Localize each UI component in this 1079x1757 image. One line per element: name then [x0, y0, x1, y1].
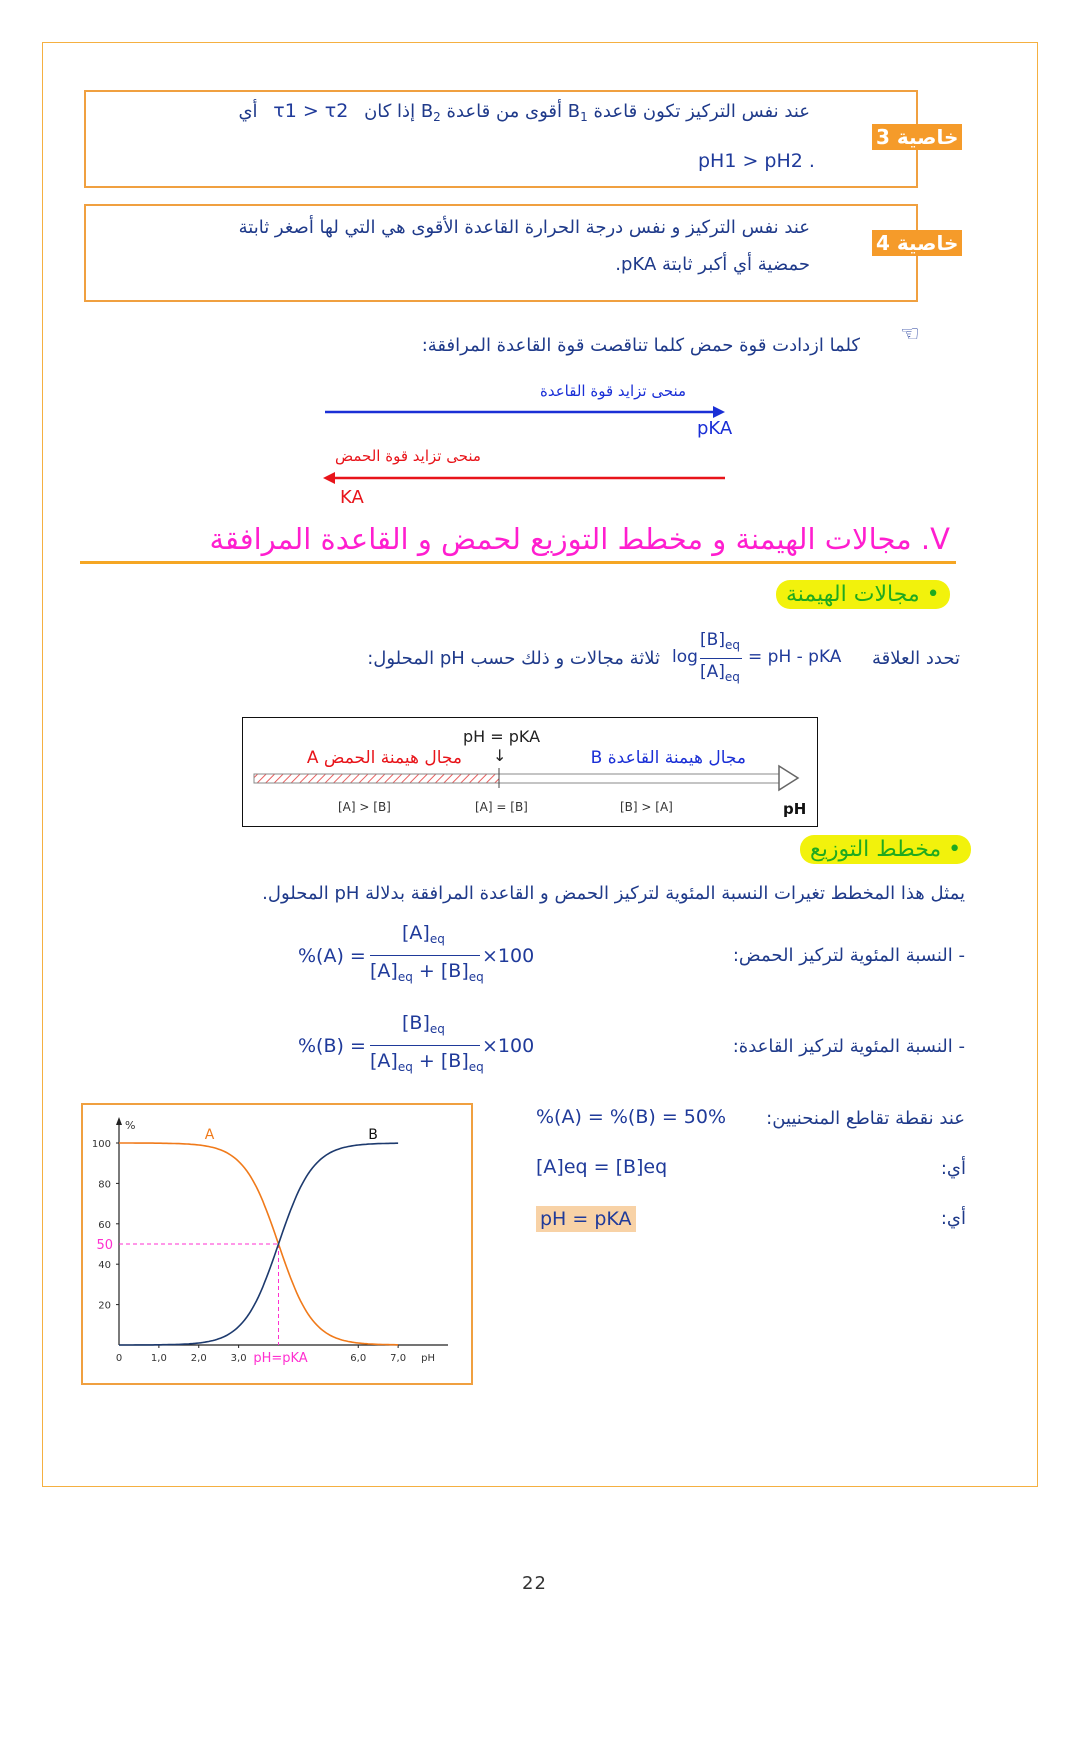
diagram-down-arrow: ↓ — [493, 746, 507, 765]
series-a-curve — [119, 1143, 398, 1345]
property-4-tag: خاصية 4 — [872, 230, 962, 256]
diagram-ph-axis-label: pH — [783, 800, 807, 818]
domains-intro-suffix: ثلاثة مجالات و ذلك حسب pH المحلول: — [367, 648, 660, 669]
property-3-line-2: pH1 > pH2 . — [698, 150, 815, 172]
base-zone-bar — [499, 774, 779, 783]
distribution-heading: • مخطط التوزيع — [800, 835, 971, 864]
ie-label: أي: — [940, 1158, 966, 1179]
acid-base-strength-note: كلما ازدادت قوة حمض كلما تناقصت قوة القاعدة المرافقة: — [421, 335, 860, 356]
acid-strength-label: منحى تزايد قوة الحمض — [335, 447, 481, 465]
acid-arrow-head — [323, 472, 335, 484]
section-title: V. مجالات الهيمنة و مخطط التوزيع لحمض و القاعدة المرافقة — [209, 522, 950, 556]
equal-condition: [A] = [B] — [475, 800, 528, 814]
log-relation: log $[B]_{eq}$ $[A]_{eq}$ = pH - pKA — [672, 630, 842, 684]
fifty-label: 50 — [96, 1238, 113, 1253]
base-dominance-condition: [B] > [A] — [620, 800, 673, 814]
y-axis-name: % — [125, 1119, 136, 1132]
base-percent-label: - النسبة المئوية لتركيز القاعدة: — [732, 1036, 965, 1057]
property-3-tag: خاصية 3 — [872, 124, 962, 150]
distribution-chart — [83, 1105, 467, 1379]
distribution-intro: يمثل هذا المخطط تغيرات النسبة المئوية لتركيز الحمض و القاعدة المرافقة بدلالة pH المحلول. — [262, 883, 965, 904]
pointing-hand-icon: ☜ — [900, 322, 920, 347]
acid-zone-label: مجال هيمنة الحمض A — [306, 748, 462, 768]
tau-relation: τ1 > τ2 — [273, 100, 349, 122]
base-arrow-head — [713, 406, 725, 418]
acid-percent-formula: %(A) = $[A]_{eq}$ $[A]_{eq} + [B]_{eq}$ ×100 — [298, 922, 535, 984]
y-tick-label: 60 — [98, 1219, 111, 1231]
base-strength-label: منحى تزايد قوة القاعدة — [540, 382, 687, 400]
x-tick-label: 3,0 — [230, 1353, 247, 1364]
intersection-equation: %(A) = %(B) = 50% — [536, 1106, 727, 1128]
ph-equals-pka-result: pH = pKA — [536, 1206, 636, 1232]
axis-arrow-head — [779, 766, 798, 790]
y-tick-label: 80 — [98, 1179, 111, 1191]
acid-dominance-condition: [A] > [B] — [338, 800, 391, 814]
property-3-line-1: عند نفس التركيز تكون قاعدة $B_1$ أقوى من قاعدة $B_2$ إذا كان τ1 > τ2 أي — [238, 100, 810, 124]
acid-percent-label: - النسبة المئوية لتركيز الحمض: — [732, 945, 965, 966]
diagram-pka-label: pH = pKA — [463, 727, 541, 746]
series-b-curve — [119, 1143, 398, 1345]
ie2-label: أي: — [940, 1208, 966, 1229]
y-tick-label: 100 — [91, 1139, 111, 1150]
property-4-line-2: حمضية أي أكبر ثابتة pKA. — [615, 254, 810, 275]
diagram-ph-axis — [250, 764, 810, 794]
pka-label: pH=pKA — [253, 1351, 308, 1366]
x-tick-label: 6,0 — [350, 1353, 367, 1364]
series-b-label: B — [368, 1127, 378, 1143]
section-underline — [80, 561, 956, 564]
domains-intro-prefix: تحدد العلاقة — [872, 648, 960, 669]
base-zone-label: مجال هيمنة القاعدة B — [590, 748, 746, 768]
ka-symbol: KA — [340, 487, 364, 508]
y-axis-arrow — [116, 1117, 122, 1125]
page-number: 22 — [522, 1573, 547, 1594]
x-tick-label: 7,0 — [390, 1353, 407, 1364]
x-tick-label: pH — [421, 1353, 435, 1364]
acid-zone-bar — [254, 774, 499, 783]
y-tick-label: 40 — [98, 1260, 111, 1272]
y-tick-label: 20 — [98, 1300, 111, 1312]
x-tick-label: 2,0 — [190, 1353, 207, 1364]
domains-heading: • مجالات الهيمنة — [776, 580, 950, 609]
pka-symbol: pKA — [697, 418, 733, 439]
property-4-line-1: عند نفس التركيز و نفس درجة الحرارة القاعدة الأقوى هي التي لها أصغر ثابتة — [238, 217, 810, 238]
ie-equation: [A]eq = [B]eq — [536, 1156, 668, 1178]
series-a-label: A — [204, 1127, 215, 1143]
x-tick-label: 0 — [115, 1353, 123, 1364]
base-percent-formula: %(B) = $[B]_{eq}$ $[A]_{eq} + [B]_{eq}$ ×100 — [298, 1012, 535, 1074]
intersection-label: عند نقطة تقاطع المنحنيين: — [766, 1108, 965, 1129]
x-tick-label: 1,0 — [150, 1353, 167, 1364]
